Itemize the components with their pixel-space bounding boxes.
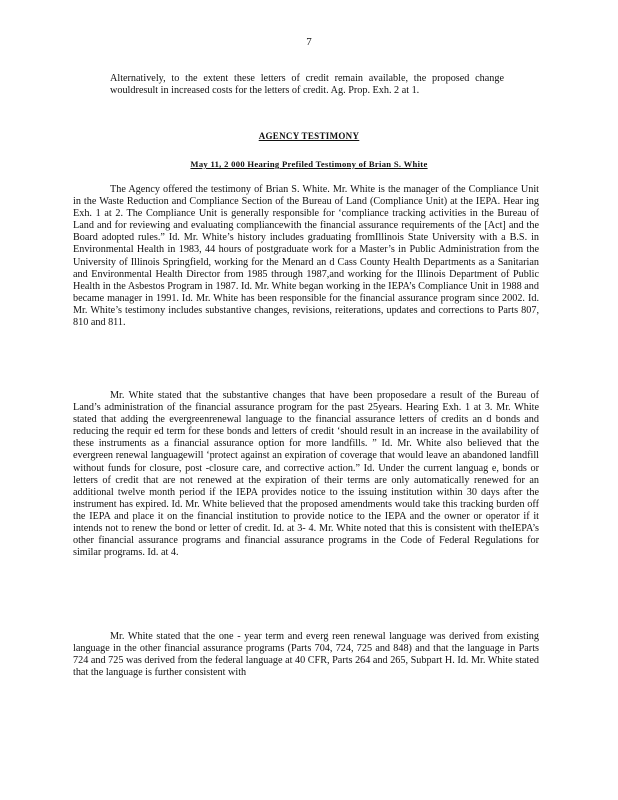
- body-paragraph-1: [73, 184, 539, 329]
- body-paragraph-3: [73, 631, 539, 679]
- paragraph-text: The Agency offered the testimony of Brian S. White. Mr. White is the manager of the Compliance Unit in the Waste Reduction and Compliance Section of the Bureau of Land (Compliance Unit) at the IEPA. Hear ing Exh. 1 at 2. The Compliance Unit is generally responsible for ‘compliance tracking activities in the Bureau of Land and for reviewing and evaluating compliancewith the financial assurance requirements of the [Act] and the Board adopted rules.” Id. Mr. White’s history includes graduating fromIllinois State University with a B.S. in Environmental Health in 1983, 44 hours of postgraduate work for a Master’s in Public Administration from the University of Illinois Springfield, working for the Menard an d Cass County Health Departments as a Sanitarian and Environmental Health Director from 1985 through 1987,and working for the Illinois Department of Public Health in the Asbestos Program in 1987. Id. Mr. White began working in the IEPA’s Compliance Unit in 1988 and became manager in 1991. Id. Mr. White has been responsible for the financial assurance program since 2002. Id. Mr. White’s testimony includes substantive changes, revisions, reiterations, updates and corrections to Parts 807, 810 and 811.: [73, 184, 539, 329]
- paragraph-text: Mr. White stated that the one - year term and everg reen renewal language was derived from existing language in the other financial assurance programs (Parts 704, 724, 725 and 848) and that the language in Parts 724 and 725 was derived from the federal language at 40 CFR, Parts 264 and 265, Subpart H. Id. Mr. White stated that the language is further consistent with: [73, 631, 539, 679]
- paragraph-text: Mr. White stated that the substantive changes that have been proposedare a result of the Bureau of Land’s administration of the financial assurance program for the past 25years. Hearing Exh. 1 at 3. Mr. White stated that adding the evergreenrenewal language to the financial assurance letters of credits an d bonds and reducing the requir ed term for these bonds and letters of credit ‘should result in an increase in the availability of these instruments as a financial assurance option for more landfills. ” Id. Mr. White also believed that the evergreen renewal languagewill ‘protect against an expiration of coverage that would leave an abandoned landfill without funds for closure, post -closure care, and corrective action.” Id. Under the current languag e, bonds or letters of credit that are not renewed at the expiration of their terms are only automatically renewed for an additional twelve month period if the IEPA provides notice to the issuing institution within 30 days after the instrument has expired. Id. Mr. White believed that the proposed amendments would take this tracking burden off the IEPA and place it on the financial institution to provide notice to the IEPA and the owner or operator if it intends not to renew the bond or letter of credit. Id. at 3- 4. Mr. White noted that this is consistent with theIEPA’s other financial assurance programs and financial assurance programs in the Code of Federal Regulations for similar programs. Id. at 4.: [73, 390, 539, 559]
- subsection-heading-text: May 11, 2 000 Hearing Prefiled Testimony of Brian S. White: [190, 159, 428, 169]
- section-heading: [0, 131, 618, 141]
- section-heading-text: AGENCY TESTIMONY: [258, 131, 360, 141]
- body-paragraph-2: [73, 390, 539, 559]
- page-number: 7: [306, 36, 312, 48]
- intro-paragraph: Alternatively, to the extent these letters of credit remain available, the proposed change wouldresult in increased costs for the letters of credit. Ag. Prop. Exh. 2 at 1.: [110, 73, 504, 97]
- subsection-heading: [0, 159, 618, 169]
